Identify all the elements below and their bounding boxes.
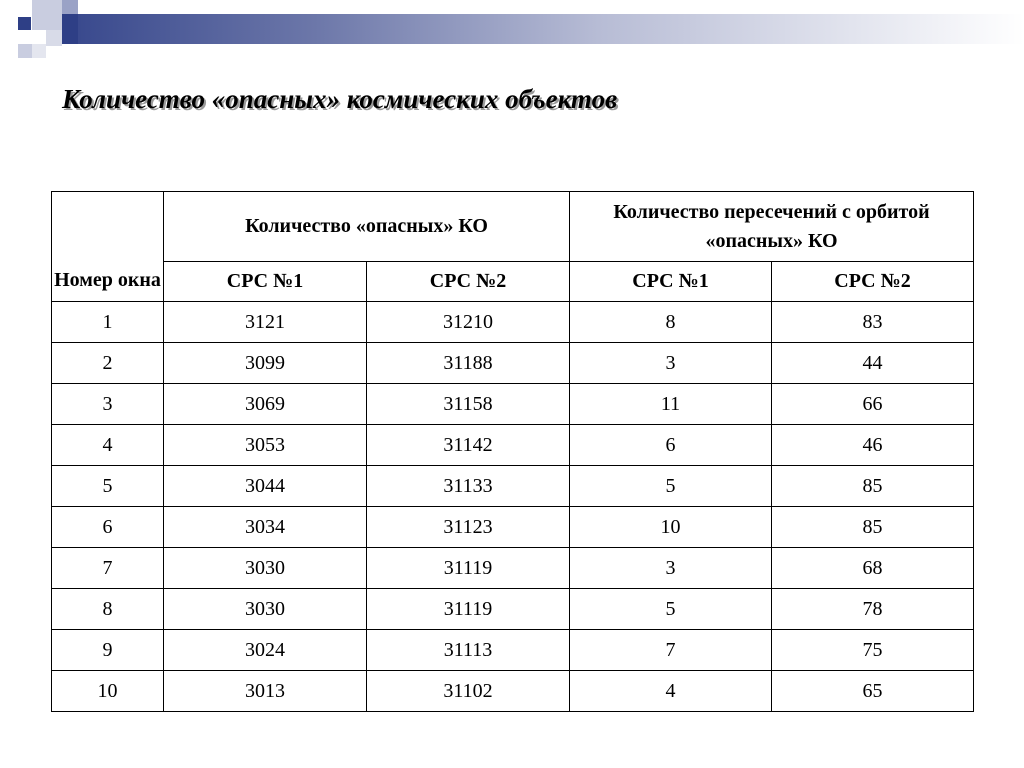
cell-window-number: 4 <box>52 425 164 466</box>
table-body <box>52 302 974 712</box>
cell-objects-src1: 3030 <box>164 548 367 589</box>
cell-objects-src2: 31123 <box>367 507 570 548</box>
ornament-square-light-2 <box>46 30 62 46</box>
cell-intersections-src1: 8 <box>570 302 772 343</box>
cell-objects-src1: 3053 <box>164 425 367 466</box>
ornament-square-light <box>32 0 62 30</box>
cell-intersections-src2: 83 <box>772 302 974 343</box>
ornament-square-mid <box>62 0 78 14</box>
table-row <box>52 548 974 589</box>
cell-window-number: 6 <box>52 507 164 548</box>
cell-intersections-src1: 7 <box>570 630 772 671</box>
cell-window-number: 1 <box>52 302 164 343</box>
cell-objects-src2: 31158 <box>367 384 570 425</box>
header-orbit-intersections: Количество пересечений с орбитой «опасных» КО <box>570 192 974 262</box>
cell-window-number: 2 <box>52 343 164 384</box>
cell-window-number: 5 <box>52 466 164 507</box>
cell-objects-src1: 3013 <box>164 671 367 712</box>
cell-objects-src1: 3034 <box>164 507 367 548</box>
cell-window-number: 7 <box>52 548 164 589</box>
cell-intersections-src2: 75 <box>772 630 974 671</box>
cell-intersections-src1: 5 <box>570 466 772 507</box>
cell-window-number: 3 <box>52 384 164 425</box>
table-row <box>52 425 974 466</box>
cell-intersections-src2: 66 <box>772 384 974 425</box>
cell-objects-src2: 31102 <box>367 671 570 712</box>
cell-objects-src2: 31119 <box>367 548 570 589</box>
cell-intersections-src2: 46 <box>772 425 974 466</box>
table-row <box>52 630 974 671</box>
header-dangerous-objects: Количество «опасных» КО <box>164 192 570 262</box>
subheader-src1: СРС №1 <box>164 262 367 302</box>
cell-intersections-src1: 6 <box>570 425 772 466</box>
cell-intersections-src1: 4 <box>570 671 772 712</box>
cell-window-number: 8 <box>52 589 164 630</box>
cell-objects-src2: 31119 <box>367 589 570 630</box>
cell-intersections-src1: 3 <box>570 343 772 384</box>
page-title: Количество «опасных» космических объектов <box>62 84 618 114</box>
cell-objects-src2: 31133 <box>367 466 570 507</box>
cell-objects-src2: 31210 <box>367 302 570 343</box>
cell-objects-src2: 31113 <box>367 630 570 671</box>
ornament-square-light-4 <box>32 44 46 58</box>
cell-intersections-src2: 68 <box>772 548 974 589</box>
table-row <box>52 671 974 712</box>
table-row <box>52 343 974 384</box>
cell-intersections-src2: 78 <box>772 589 974 630</box>
table-row <box>52 384 974 425</box>
cell-objects-src1: 3024 <box>164 630 367 671</box>
table-row <box>52 302 974 343</box>
cell-window-number: 9 <box>52 630 164 671</box>
subheader-src1: СРС №1 <box>570 262 772 302</box>
cell-objects-src1: 3099 <box>164 343 367 384</box>
cell-intersections-src1: 3 <box>570 548 772 589</box>
subheader-src2: СРС №2 <box>772 262 974 302</box>
cell-intersections-src1: 10 <box>570 507 772 548</box>
cell-objects-src1: 3121 <box>164 302 367 343</box>
cell-intersections-src2: 44 <box>772 343 974 384</box>
cell-intersections-src2: 85 <box>772 466 974 507</box>
cell-objects-src2: 31188 <box>367 343 570 384</box>
table-row <box>52 466 974 507</box>
table-row <box>52 507 974 548</box>
cell-window-number: 10 <box>52 671 164 712</box>
cell-objects-src1: 3044 <box>164 466 367 507</box>
cell-intersections-src1: 11 <box>570 384 772 425</box>
cell-intersections-src2: 65 <box>772 671 974 712</box>
ornament-square-dark <box>18 17 31 30</box>
ornament-square-dark-2 <box>62 14 78 44</box>
header-window-number: Номер окна <box>52 192 164 302</box>
cell-objects-src1: 3069 <box>164 384 367 425</box>
cell-intersections-src1: 5 <box>570 589 772 630</box>
cell-intersections-src2: 85 <box>772 507 974 548</box>
table-row <box>52 589 974 630</box>
data-table <box>51 191 974 712</box>
ornament-square-light-3 <box>18 44 32 58</box>
header-gradient-bar <box>78 14 1024 44</box>
cell-objects-src1: 3030 <box>164 589 367 630</box>
subheader-src2: СРС №2 <box>367 262 570 302</box>
cell-objects-src2: 31142 <box>367 425 570 466</box>
